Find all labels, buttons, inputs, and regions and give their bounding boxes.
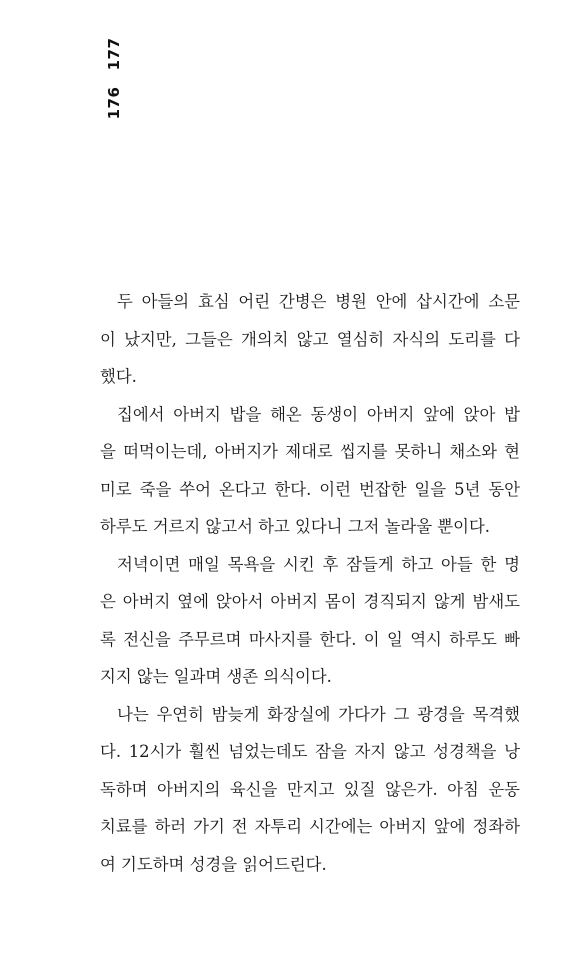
text-line: 여 기도하며 성경을 읽어드린다. — [100, 854, 327, 874]
paragraph — [100, 696, 520, 884]
text-line: 치료를 하러 가기 전 자투리 시간에는 아버지 앞에 정좌하 — [100, 817, 520, 836]
text-line: 록 전신을 주무르며 마사지를 한다. 이 일 역시 하루도 빠 — [100, 629, 520, 649]
text-line: 했다. — [100, 367, 137, 386]
page-number-left: 176 — [105, 86, 123, 120]
text-line: 집에서 아버지 밥을 해온 동생이 아버지 앞에 앉아 밥 — [117, 404, 520, 424]
text-line: 나는 우연히 밤늦게 화장실에 가다가 그 광경을 목격했 — [117, 704, 520, 724]
text-line: 이 났지만, 그들은 개의치 않고 열심히 자식의 도리를 다 — [100, 329, 520, 349]
text-line: 미로 죽을 쑤어 온다고 한다. 이런 번잡한 일을 5년 동안 — [100, 479, 520, 499]
page-number-right: 177 — [105, 37, 123, 71]
text-line: 다. 12시가 훨씬 넘었는데도 잠을 자지 않고 성경책을 낭 — [100, 742, 520, 761]
text-line: 은 아버지 옆에 앉아서 아버지 몸이 경직되지 않게 밤새도 — [100, 592, 520, 611]
body-text — [100, 283, 520, 883]
text-line: 두 아들의 효심 어린 간병은 병원 안에 삽시간에 소문 — [117, 292, 520, 311]
text-line: 저녁이면 매일 목욕을 시킨 후 잠들게 하고 아들 한 명 — [117, 554, 520, 574]
text-line: 을 떠먹이는데, 아버지가 제대로 씹지를 못하니 채소와 현 — [100, 442, 520, 461]
text-line: 독하며 아버지의 육신을 만지고 있질 않은가. 아침 운동 — [100, 779, 520, 799]
text-line: 지지 않는 일과며 생존 의식이다. — [100, 667, 332, 686]
paragraph — [100, 283, 520, 396]
paragraph — [100, 546, 520, 696]
paragraph — [100, 396, 520, 546]
text-line: 하루도 거르지 않고서 하고 있다니 그저 놀라울 뿐이다. — [100, 517, 491, 536]
